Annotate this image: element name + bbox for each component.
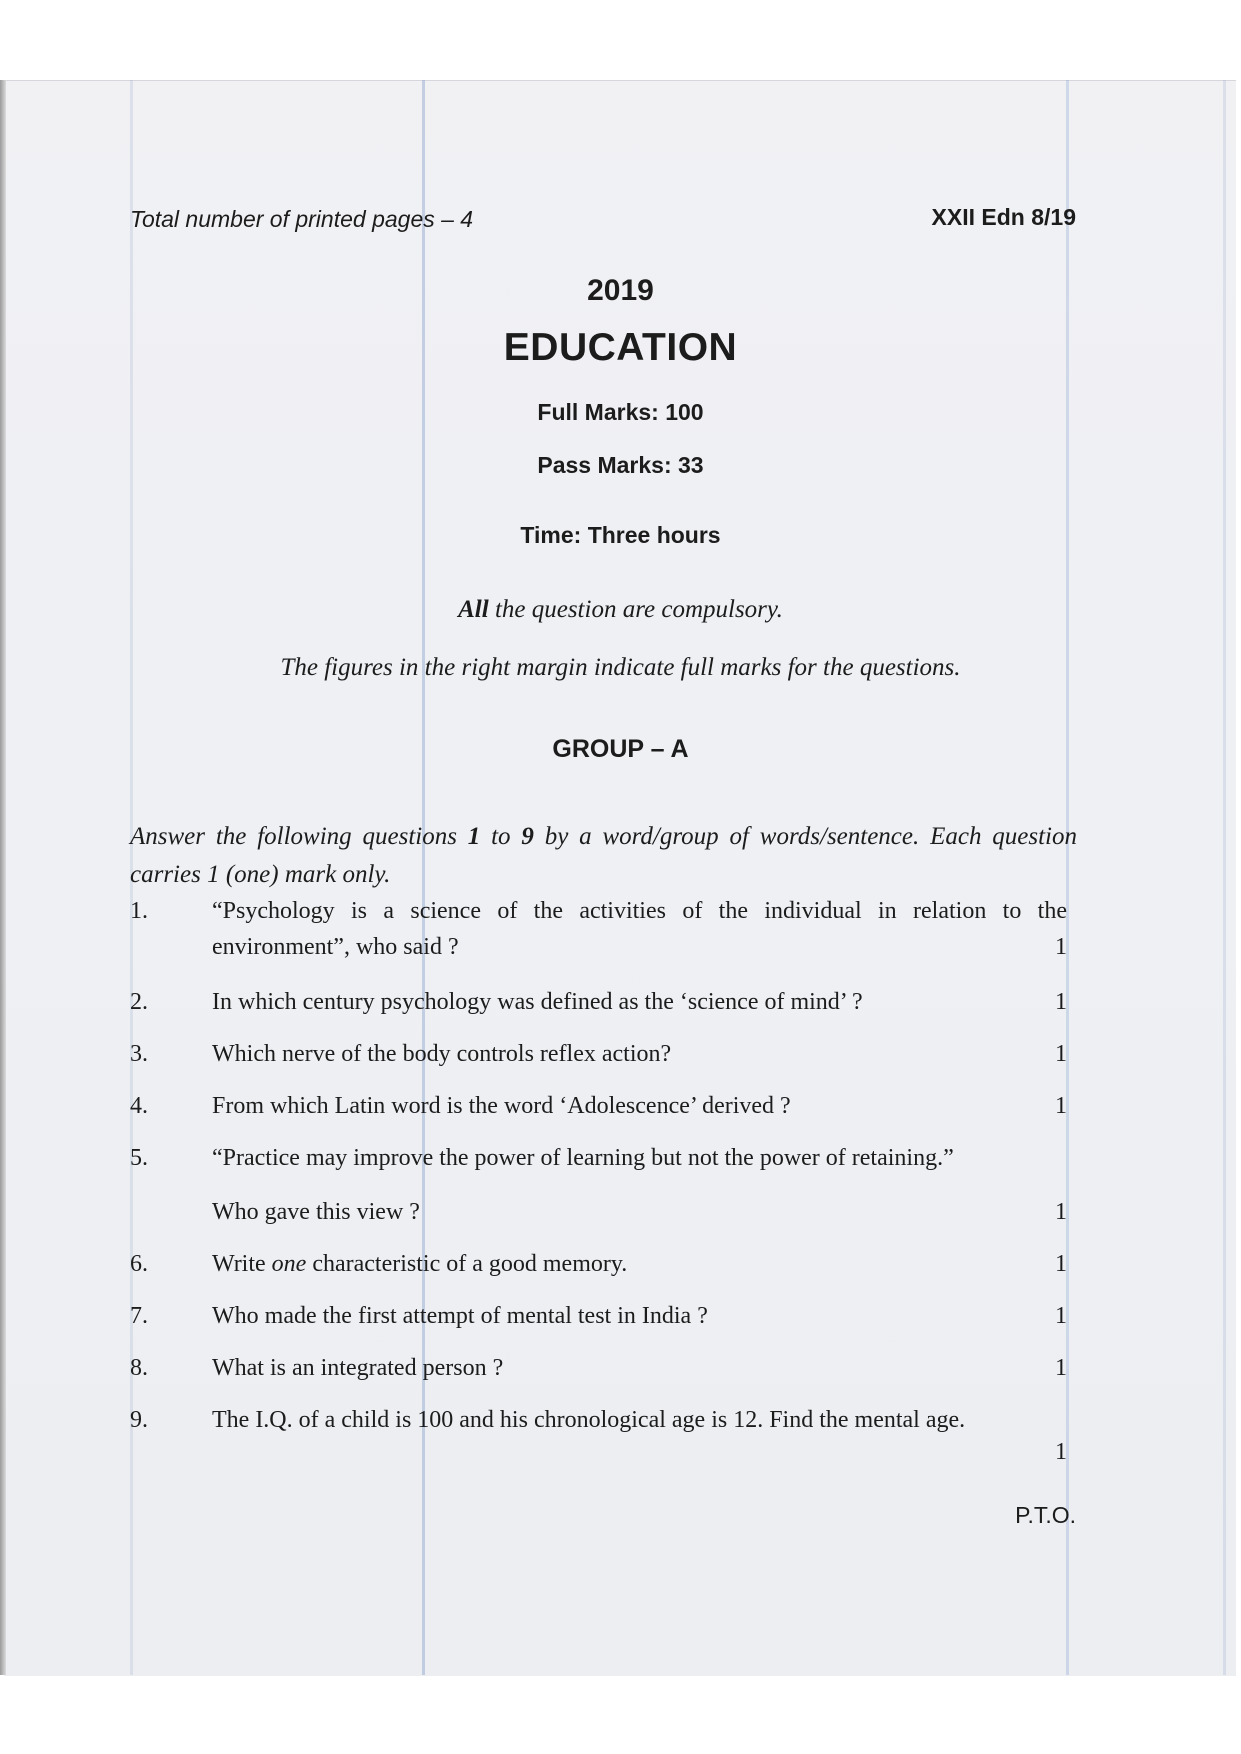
question-text: “Psychology is a science of the activities of the individual in relation to the environment”, who said ? bbox=[212, 898, 1067, 960]
directions-text: by a word/group of words/sentence. Each question carries bbox=[130, 823, 1077, 888]
subject-title: EDUCATION bbox=[503, 326, 738, 369]
please-turn-over: P.T.O. bbox=[1015, 1502, 1076, 1528]
question-number: 4. bbox=[130, 1093, 148, 1119]
question-marks: 1 bbox=[1055, 1251, 1067, 1277]
question-text: Who made the first attempt of mental test in India ? bbox=[212, 1303, 708, 1329]
directions-number: 9 bbox=[521, 823, 534, 850]
exam-year: 2019 bbox=[587, 274, 654, 307]
question-marks: 1 bbox=[1055, 989, 1067, 1015]
question-number: 5. bbox=[130, 1145, 148, 1171]
question-marks: 1 bbox=[1055, 1041, 1067, 1067]
question-number: 8. bbox=[130, 1355, 148, 1381]
question-text: Which nerve of the body controls reflex action? bbox=[212, 1041, 672, 1067]
group-directions bbox=[130, 818, 1077, 894]
question-text-line2: Who gave this view ? bbox=[212, 1199, 420, 1225]
instruction-text: the question are compulsory. bbox=[488, 596, 783, 623]
pass-marks: Pass Marks: 33 bbox=[537, 452, 704, 478]
directions-text: (one) mark only. bbox=[219, 861, 391, 888]
question-text: From which Latin word is the word ‘Adolescence’ derived ? bbox=[212, 1093, 791, 1119]
question-text: What is an integrated person ? bbox=[212, 1355, 504, 1381]
question-marks: 1 bbox=[1055, 934, 1067, 960]
instruction-bold-word: All bbox=[458, 596, 489, 623]
directions-number: 1 bbox=[467, 823, 481, 850]
question-number: 7. bbox=[130, 1303, 148, 1329]
directions-text: to bbox=[480, 823, 522, 850]
paper-code: XXII Edn 8/19 bbox=[931, 204, 1076, 230]
instruction-compulsory bbox=[0, 596, 1241, 624]
group-title: GROUP – A bbox=[552, 735, 689, 763]
question-text: The I.Q. of a child is 100 and his chronological age is 12. Find the mental age. bbox=[212, 1407, 966, 1433]
question-text-part: Write bbox=[212, 1251, 272, 1277]
question-text: In which century psychology was defined as the ‘science of mind’ ? bbox=[212, 989, 863, 1015]
question-marks: 1 bbox=[1055, 1093, 1067, 1119]
instruction-marks: The figures in the right margin indicate full marks for the questions. bbox=[280, 654, 961, 681]
directions-number: 1 bbox=[207, 861, 220, 888]
question-text: “Practice may improve the power of learning but not the power of retaining.” bbox=[212, 1145, 954, 1171]
exam-time: Time: Three hours bbox=[520, 522, 721, 548]
question-text-emphasis: one bbox=[271, 1251, 307, 1277]
printed-pages-note: Total number of printed pages – 4 bbox=[130, 206, 474, 232]
question-number: 6. bbox=[130, 1251, 148, 1277]
question-item bbox=[130, 893, 1077, 967]
question-number: 2. bbox=[130, 989, 148, 1015]
directions-text: Answer the following questions bbox=[130, 823, 468, 850]
question-marks: 1 bbox=[1055, 1199, 1067, 1225]
question-number: 3. bbox=[130, 1041, 148, 1067]
full-marks: Full Marks: 100 bbox=[537, 399, 704, 425]
question-marks: 1 bbox=[1055, 1439, 1067, 1465]
question-text bbox=[212, 1246, 1067, 1282]
question-number: 9. bbox=[130, 1407, 148, 1433]
question-text-part: characteristic of a good memory. bbox=[306, 1251, 628, 1277]
question-number: 1. bbox=[130, 898, 148, 924]
question-marks: 1 bbox=[1055, 1303, 1067, 1329]
question-marks: 1 bbox=[1055, 1355, 1067, 1381]
